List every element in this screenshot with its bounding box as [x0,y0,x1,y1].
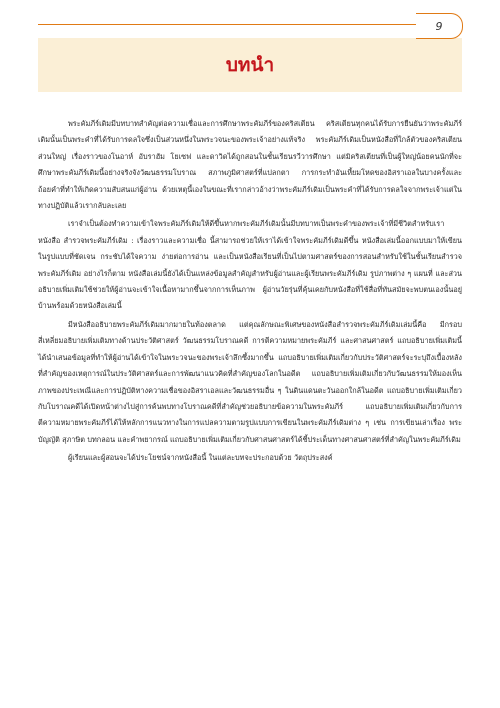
paragraph-3: มีหนังสืออธิบายพระคัมภีร์เดิมมากมายในท้องตลาด แต่คุณลักษณะพิเศษของหนังสือสำรวจพระคัมภีร์เดิมเล่มนี้คือ มีกรอบสี่เหลี่ยมอธิบายเพิ่มเติมทางด้านประวัติศาสตร์ วัฒนธรรมโบราณคดี การตีความหมายพระคัมภีร์ และศาสนศาสตร์ แถบอธิบายเพิ่มเติมนี้ได้นำเสนอข้อมูลที่ทำให้ผู้อ่านได้เข้าใจในพระวจนะของพระเจ้าลึกซึ้งมากขึ้น แถบอธิบายเพิ่มเติมเกี่ยวกับประวัติศาสตร์จะระบุถึงเบื้องหลังที่สำคัญของเหตุการณ์ในประวัติศาสตร์และการพัฒนาแนวคิดที่สำคัญของโลกในอดีต แถบอธิบายเพิ่มเติมเกี่ยวกับวัฒนธรรมให้มองเห็นภาพของประเพณีและการปฏิบัติทางความเชื่อของอิสราเอลและวัฒนธรรมอื่น ๆ ในดินแดนตะวันออกใกล้ในอดีต แถบอธิบายเพิ่มเติมเกี่ยวกับโบราณคดีได้เปิดหน้าต่างไปสู่การค้นพบทางโบราณคดีที่สำคัญช่วยอธิบายข้อความในพระคัมภีร์ แถบอธิบายเพิ่มเติมเกี่ยวกับการตีความหมายพระคัมภีร์ได้ให้หลักการแนวทางในการแปลความตามรูปแบบการเขียนในพระคัมภีร์เดิมต่าง ๆ เช่น การเขียนเล่าเรื่อง พระบัญญัติ สุภาษิต บทกลอน และคำพยากรณ์ แถบอธิบายเพิ่มเติมเกี่ยวกับศาสนศาสตร์ได้ชี้ประเด็นทางศาสนศาสตร์ที่สำคัญในพระคัมภีร์เดิม [38,319,462,444]
header-rule [38,24,418,25]
page-number: 9 [416,13,463,39]
body-text [38,116,462,469]
page-title: บทนำ [225,54,275,76]
paragraph-4: ผู้เรียนและผู้สอนจะได้ประโยชน์จากหนังสือนี้ ในแต่ละบทจะประกอบด้วย วัตถุประสงค์ [68,453,333,463]
paragraph-1: พระคัมภีร์เดิมมีบทบาทสำคัญต่อความเชื่อและการศึกษาพระคัมภีร์ของคริสเตียน คริสเตียนทุกคนได้รับการยืนยันว่าพระคัมภีร์เดิมนั้นเป็นพระคำที่ได้รับการดลใจซึ่งเป็นส่วนหนึ่งในพระวจนะของพระเจ้าอย่างแท้จริง พระคัมภีร์เดิมเป็นหนังสือที่ใกล้ตัวของคริสเตียนส่วนใหญ่ เรื่องราวของโนอาห์ อับราฮัม โยเซฟ และดาวิดได้ถูกสอนในชั้นเรียนรวีวารศึกษา แต่มิคริสเตียนที่เป็นผู้ใหญ่น้อยคนนักที่จะศึกษาพระคัมภีร์เดิมนี้อย่างจริงจังวัฒนธรรมโบราณ สภาพภูมิศาสตร์ที่แปลกตา การกระทำอันเหี้ยมโหดของอิสราเอลในบางครั้งและถ้อยคำที่ทำให้เกิดความสับสนแก่ผู้อ่าน ด้วยเหตุนี้เองในขณะที่เรากล่าวอ้างว่าพระคัมภีร์เดิมเป็นพระคำที่ได้รับการดลใจจากพระเจ้าแต่ในทางปฏิบัติแล้วเรากลับละเลย [38,119,462,211]
paragraph-2: เราจำเป็นต้องทำความเข้าใจพระคัมภีร์เดิมให้ดีขึ้นหากพระคัมภีร์เดิมนั้นมีบทบาทเป็นพระคำของพระเจ้าที่มีชีวิตสำหรับเรา หนังสือ สำรวจพระคัมภีร์เดิม : เรื่องราวและความเชื่อ นี้สามารถช่วยให้เราได้เข้าใจพระคัมภีร์เดิมดีขึ้น หนังสือเล่มนี้ออกแบบมาให้เขียนในรูปแบบที่ชัดเจน กระชับได้ใจความ ง่ายต่อการอ่าน และเป็นหนังสือเรียนที่เป็นไปตามศาสตร์ของการสอนสำหรับใช้ในชั้นเรียนสำรวจพระคัมภีร์เดิม อย่างไรก็ตาม หนังสือเล่มนี้ยังได้เป็นแหล่งข้อมูลสำคัญสำหรับผู้อ่านและผู้เรียนพระคัมภีร์เดิม รูปภาพต่าง ๆ แผนที่ และส่วนอธิบายเพิ่มเติมใช้ช่วยให้ผู้อ่านจะเข้าใจเนื้อหามากขึ้นจากการเห็นภาพ ผู้อ่านวัยรุ่นที่คุ้นเคยกับหนังสือที่ใช้สื่อที่ทันสมัยจะพบตนเองนั้นอยู่บ้านพร้อมด้วยหนังสือเล่มนี้ [38,219,462,311]
